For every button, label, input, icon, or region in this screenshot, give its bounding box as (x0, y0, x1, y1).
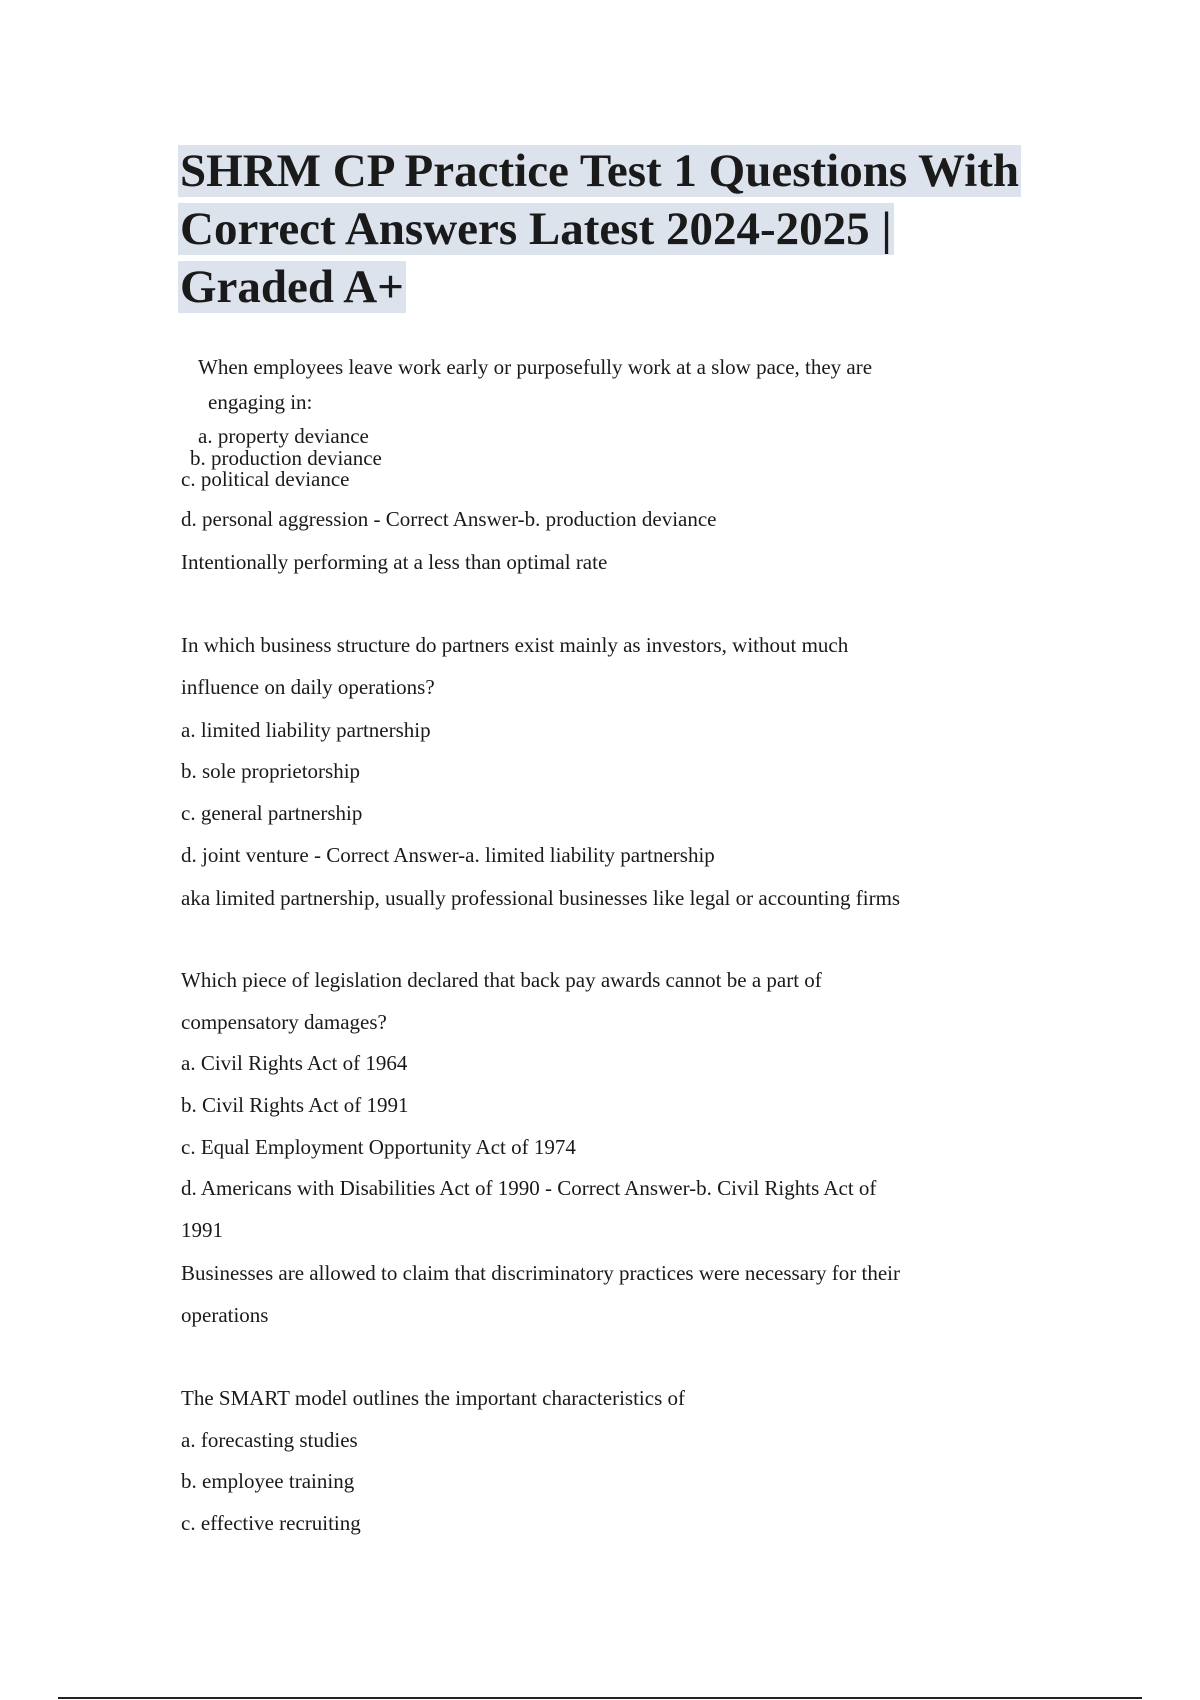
question-2-explanation: aka limited partnership, usually professional businesses like legal or accounting firms (181, 886, 901, 910)
question-2-option-a: a. limited liability partnership (181, 718, 431, 742)
question-2-option-d-answer: d. joint venture - Correct Answer-a. limited liability partnership (181, 843, 715, 867)
footer-divider (58, 1697, 1142, 1699)
document-title (178, 142, 1028, 316)
question-1-stem-cont: engaging in: (208, 390, 313, 414)
question-4-option-b: b. employee training (181, 1469, 355, 1493)
question-4-option-c: c. effective recruiting (181, 1511, 361, 1535)
question-2-stem-cont: influence on daily operations? (181, 675, 435, 699)
question-3-stem: Which piece of legislation declared that back pay awards cannot be a part of (181, 968, 822, 992)
question-1-option-a: a. property deviance (198, 424, 369, 448)
question-3-option-d-answer-cont: 1991 (181, 1218, 223, 1242)
question-1-option-b: b. production deviance (190, 446, 382, 470)
question-1-explanation: Intentionally performing at a less than optimal rate (181, 550, 608, 574)
question-1-option-c: c. political deviance (181, 467, 350, 491)
question-3-option-b: b. Civil Rights Act of 1991 (181, 1093, 409, 1117)
question-3-explanation-cont: operations (181, 1303, 269, 1327)
question-2-stem: In which business structure do partners exist mainly as investors, without much (181, 633, 849, 657)
question-3-option-a: a. Civil Rights Act of 1964 (181, 1051, 408, 1075)
question-1-option-d-answer: d. personal aggression - Correct Answer-b. production deviance (181, 507, 717, 531)
question-2-option-c: c. general partnership (181, 801, 363, 825)
question-3-option-d-answer: d. Americans with Disabilities Act of 1990 - Correct Answer-b. Civil Rights Act of (181, 1176, 877, 1200)
question-1-stem: When employees leave work early or purposefully work at a slow pace, they are (198, 355, 873, 379)
question-4-option-a: a. forecasting studies (181, 1428, 358, 1452)
question-4-stem: The SMART model outlines the important characteristics of (181, 1386, 685, 1410)
question-3-option-c: c. Equal Employment Opportunity Act of 1974 (181, 1135, 576, 1159)
title-text: SHRM CP Practice Test 1 Questions With Correct Answers Latest 2024-2025 | Graded A+ (180, 145, 1020, 313)
question-3-stem-cont: compensatory damages? (181, 1010, 387, 1034)
question-2-option-b: b. sole proprietorship (181, 759, 361, 783)
question-3-explanation: Businesses are allowed to claim that discriminatory practices were necessary for their (181, 1261, 900, 1285)
